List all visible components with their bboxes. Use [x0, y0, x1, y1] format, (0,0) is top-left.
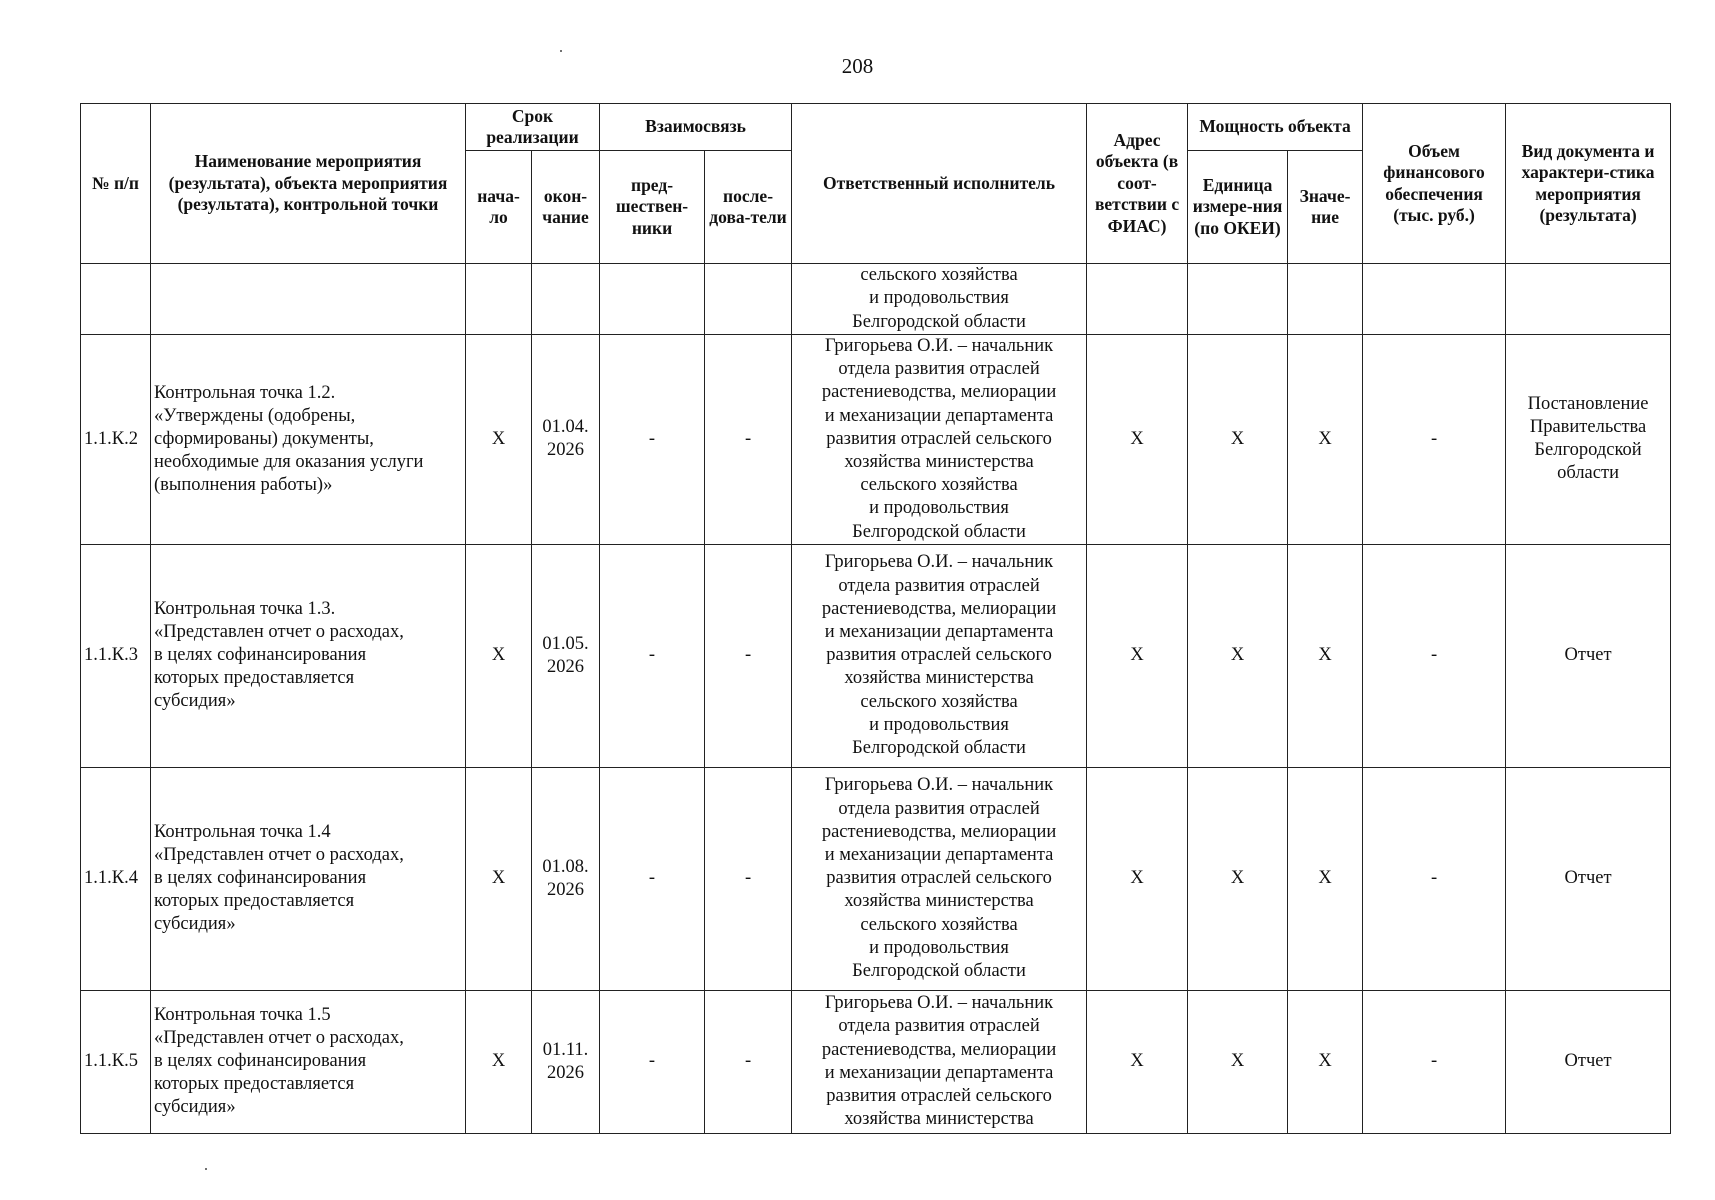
cell-name — [151, 544, 466, 767]
cell-num: 1.1.К.5 — [81, 990, 151, 1133]
activities-table — [80, 103, 1671, 1134]
cell-num: 1.1.К.4 — [81, 767, 151, 990]
header-link-prev: пред-шествен-ники — [600, 151, 705, 264]
cell-responsible-line: отдела развития отраслей — [838, 575, 1040, 596]
table-row — [81, 990, 1671, 1133]
cell-name — [151, 990, 466, 1133]
cell-responsible-line: Белгородской области — [852, 738, 1026, 759]
cell-term-end-line: 2026 — [547, 1062, 584, 1083]
cell-link-prev: - — [600, 335, 705, 545]
cell-link-prev — [600, 264, 705, 335]
cell-address — [1087, 264, 1188, 335]
header-num: № п/п — [81, 104, 151, 264]
cell-term-end-line: 2026 — [547, 440, 584, 461]
cell-responsible-line: и продовольствия — [869, 498, 1009, 519]
cell-name-line: которых предоставляется — [154, 668, 355, 689]
cell-responsible-line: растениеводства, мелиорации — [821, 821, 1057, 842]
cell-capacity-value: X — [1288, 335, 1363, 545]
header-capacity: Мощность объекта — [1188, 104, 1363, 151]
cell-responsible-line: хозяйства министерства — [844, 891, 1034, 912]
cell-doc-type — [1506, 990, 1671, 1133]
cell-doc-type-line: Отчет — [1564, 645, 1612, 666]
cell-name — [151, 264, 466, 335]
header-address: Адрес объекта (в соот-ветствии с ФИАС) — [1087, 104, 1188, 264]
cell-name-line: в целях софинансирования — [154, 868, 367, 889]
cell-term-end-line: 01.04. — [542, 417, 589, 438]
table-row — [81, 544, 1671, 767]
header-term-start: нача-ло — [466, 151, 532, 264]
cell-term-end — [532, 264, 600, 335]
cell-term-end-line: 2026 — [547, 656, 584, 677]
cell-responsible-line: и продовольствия — [869, 714, 1009, 735]
cell-name-line: которых предоставляется — [154, 1074, 355, 1095]
header-doc-type: Вид документа и характери-стика мероприятия (результата) — [1506, 104, 1671, 264]
cell-capacity-unit: X — [1188, 767, 1288, 990]
cell-responsible-line: Белгородской области — [852, 961, 1026, 982]
cell-term-start: X — [466, 990, 532, 1133]
cell-name-line: «Представлен отчет о расходах, — [154, 622, 404, 643]
cell-capacity-value — [1288, 264, 1363, 335]
cell-funding: - — [1363, 767, 1506, 990]
cell-responsible — [792, 990, 1087, 1133]
cell-num: 1.1.К.2 — [81, 335, 151, 545]
cell-name-line: (выполнения работы)» — [154, 474, 333, 495]
cell-doc-type-line: Отчет — [1564, 868, 1612, 889]
cell-responsible-line: растениеводства, мелиорации — [821, 382, 1057, 403]
cell-responsible-line: хозяйства министерства — [844, 1109, 1034, 1130]
cell-funding: - — [1363, 335, 1506, 545]
cell-responsible-line: развития отраслей сельского — [826, 428, 1052, 449]
cell-responsible-line: отдела развития отраслей — [838, 1016, 1040, 1037]
cell-name-line: Контрольная точка 1.4 — [154, 822, 331, 843]
cell-term-end-line: 2026 — [547, 879, 584, 900]
cell-name-line: субсидия» — [154, 1097, 236, 1118]
cell-link-next: - — [705, 767, 792, 990]
cell-funding: - — [1363, 544, 1506, 767]
cell-doc-type-line: Постановление — [1527, 394, 1649, 415]
cell-term-start — [466, 264, 532, 335]
cell-name-line: субсидия» — [154, 914, 236, 935]
cell-responsible — [792, 335, 1087, 545]
cell-responsible — [792, 264, 1087, 335]
header-funding: Объем финансового обеспечения (тыс. руб.) — [1363, 104, 1506, 264]
cell-name-line: в целях софинансирования — [154, 1051, 367, 1072]
cell-doc-type-line: Правительства — [1529, 417, 1647, 438]
cell-capacity-value: X — [1288, 990, 1363, 1133]
cell-address: X — [1087, 767, 1188, 990]
cell-name-line: «Представлен отчет о расходах, — [154, 845, 404, 866]
cell-num — [81, 264, 151, 335]
cell-capacity-unit — [1188, 264, 1288, 335]
cell-address: X — [1087, 544, 1188, 767]
cell-responsible-line: и продовольствия — [869, 288, 1009, 309]
header-name: Наименование мероприятия (результата), объекта мероприятия (результата), контрольной точки — [151, 104, 466, 264]
header-term: Срок реализации — [466, 104, 600, 151]
cell-name-line: «Утверждены (одобрены, — [154, 405, 356, 426]
cell-capacity-unit: X — [1188, 544, 1288, 767]
page-number: 208 — [841, 54, 874, 78]
cell-name-line: сформированы) документы, — [154, 428, 374, 449]
cell-responsible-line: хозяйства министерства — [844, 452, 1034, 473]
cell-capacity-unit: X — [1188, 335, 1288, 545]
cell-name-line: которых предоставляется — [154, 891, 355, 912]
cell-responsible-line: Белгородской области — [852, 521, 1026, 542]
table-header — [81, 104, 1671, 264]
cell-link-prev: - — [600, 544, 705, 767]
header-capacity-unit: Единица измере-ния (по ОКЕИ) — [1188, 151, 1288, 264]
cell-name-line: «Представлен отчет о расходах, — [154, 1028, 404, 1049]
scan-speck — [560, 50, 562, 52]
cell-responsible-line: сельского хозяйства — [860, 691, 1018, 712]
cell-link-prev: - — [600, 767, 705, 990]
cell-responsible — [792, 544, 1087, 767]
cell-link-next: - — [705, 990, 792, 1133]
cell-address: X — [1087, 335, 1188, 545]
cell-funding: - — [1363, 990, 1506, 1133]
cell-link-next — [705, 264, 792, 335]
cell-capacity-value: X — [1288, 544, 1363, 767]
cell-doc-type — [1506, 335, 1671, 545]
header-link: Взаимосвязь — [600, 104, 792, 151]
cell-responsible-line: Григорьева О.И. – начальник — [824, 552, 1054, 573]
header-term-end: окон-чание — [532, 151, 600, 264]
table-body — [81, 264, 1671, 1134]
cell-address: X — [1087, 990, 1188, 1133]
cell-term-end-line: 01.08. — [542, 856, 589, 877]
cell-term-end-line: 01.11. — [542, 1039, 589, 1060]
cell-name-line: Контрольная точка 1.5 — [154, 1005, 331, 1026]
cell-responsible-line: Григорьева О.И. – начальник — [824, 775, 1054, 796]
table-row — [81, 335, 1671, 545]
cell-doc-type-line: Белгородской — [1534, 440, 1642, 461]
cell-responsible-line: Григорьева О.И. – начальник — [824, 993, 1054, 1014]
header-link-next: после-дова-тели — [705, 151, 792, 264]
table-row — [81, 767, 1671, 990]
cell-link-prev: - — [600, 990, 705, 1133]
cell-name-line: необходимые для оказания услуги — [154, 451, 424, 472]
cell-responsible-line: растениеводства, мелиорации — [821, 1039, 1057, 1060]
cell-responsible-line: развития отраслей сельского — [826, 645, 1052, 666]
cell-doc-type — [1506, 767, 1671, 990]
cell-funding — [1363, 264, 1506, 335]
cell-responsible-line: Григорьева О.И. – начальник — [824, 336, 1054, 356]
cell-responsible-line: и механизации департамента — [824, 1062, 1054, 1083]
cell-term-end — [532, 544, 600, 767]
cell-term-start: X — [466, 767, 532, 990]
scan-speck — [205, 1168, 207, 1170]
cell-link-next: - — [705, 335, 792, 545]
cell-term-end — [532, 990, 600, 1133]
cell-responsible-line: сельского хозяйства — [860, 265, 1018, 286]
cell-doc-type — [1506, 544, 1671, 767]
table-row — [81, 264, 1671, 335]
cell-responsible-line: сельского хозяйства — [860, 475, 1018, 496]
cell-responsible-line: развития отраслей сельского — [826, 1086, 1052, 1107]
cell-responsible-line: хозяйства министерства — [844, 668, 1034, 689]
header-capacity-value: Значе-ние — [1288, 151, 1363, 264]
cell-responsible-line: отдела развития отраслей — [838, 359, 1040, 380]
cell-term-start: X — [466, 544, 532, 767]
cell-name-line: Контрольная точка 1.2. — [154, 382, 336, 403]
cell-link-next: - — [705, 544, 792, 767]
cell-capacity-unit: X — [1188, 990, 1288, 1133]
cell-term-end — [532, 767, 600, 990]
cell-doc-type-line: области — [1557, 463, 1619, 484]
cell-responsible-line: отдела развития отраслей — [838, 798, 1040, 819]
cell-responsible-line: растениеводства, мелиорации — [821, 598, 1057, 619]
cell-name — [151, 335, 466, 545]
cell-responsible-line: Белгородской области — [852, 311, 1026, 332]
cell-doc-type-line: Отчет — [1564, 1051, 1612, 1072]
cell-term-end-line: 01.05. — [542, 633, 589, 654]
cell-responsible-line: и механизации департамента — [824, 405, 1054, 426]
cell-responsible-line: и механизации департамента — [824, 622, 1054, 643]
cell-name-line: в целях софинансирования — [154, 645, 367, 666]
cell-responsible — [792, 767, 1087, 990]
header-responsible: Ответственный исполнитель — [792, 104, 1087, 264]
cell-doc-type — [1506, 264, 1671, 335]
cell-name-line: субсидия» — [154, 691, 236, 712]
cell-name-line: Контрольная точка 1.3. — [154, 599, 336, 620]
cell-term-start: X — [466, 335, 532, 545]
cell-capacity-value: X — [1288, 767, 1363, 990]
cell-term-end — [532, 335, 600, 545]
cell-name — [151, 767, 466, 990]
cell-responsible-line: и продовольствия — [869, 937, 1009, 958]
cell-responsible-line: и механизации департамента — [824, 845, 1054, 866]
cell-responsible-line: развития отраслей сельского — [826, 868, 1052, 889]
cell-num: 1.1.К.3 — [81, 544, 151, 767]
cell-responsible-line: сельского хозяйства — [860, 914, 1018, 935]
